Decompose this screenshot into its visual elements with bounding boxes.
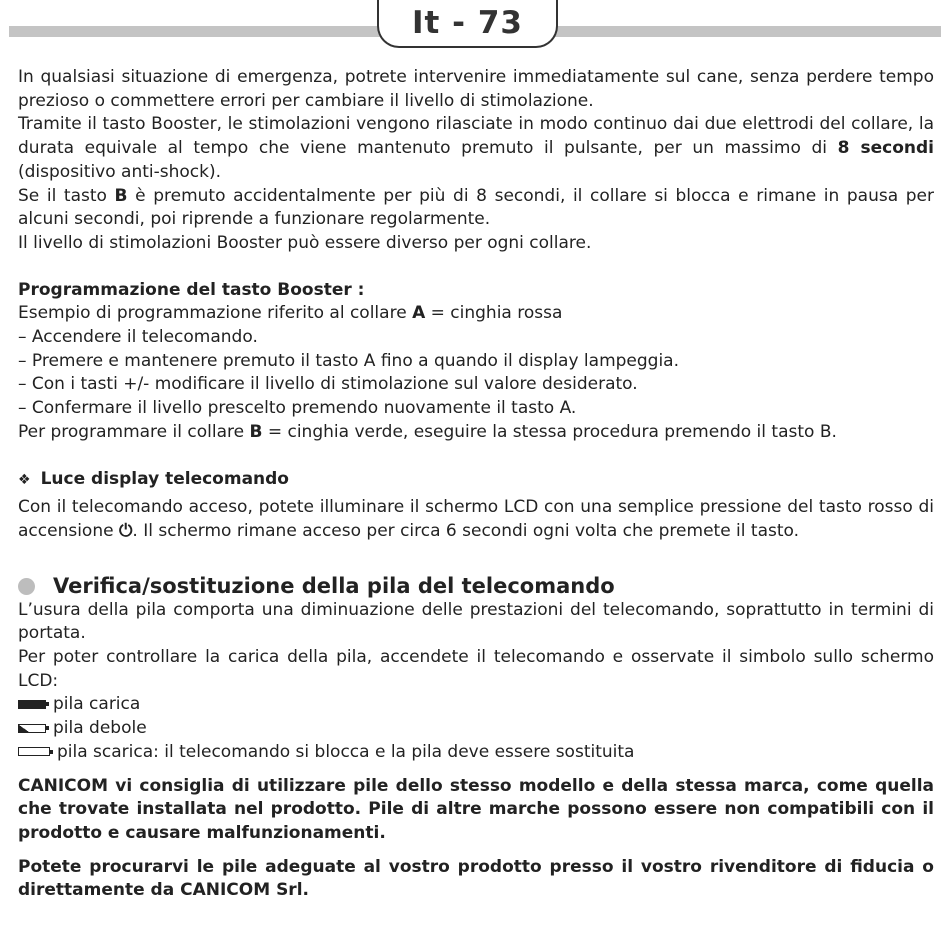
- collar-b-text: = cinghia verde, eseguire la stessa procedura premendo il tasto B.: [262, 421, 837, 442]
- battery-section-title: [18, 574, 934, 599]
- example-text: = cinghia rossa: [425, 303, 563, 324]
- light-text: Con il telecomando acceso, potete illuminare il schermo LCD con una semplice pressione del tasto rosso di accensione: [18, 497, 934, 541]
- booster-step: – Confermare il livello prescelto premendo nuovamente il tasto A.: [18, 398, 577, 419]
- booster-collar-b: [18, 421, 934, 445]
- battery-title-text: Verifica/sostituzione della pila del telecomando: [53, 573, 615, 598]
- intro-paragraph-2: [18, 113, 934, 184]
- intro-text: (dispositivo anti-shock).: [18, 161, 222, 182]
- intro-paragraph-4: Il livello di stimolazioni Booster può essere diverso per ogni collare.: [18, 232, 592, 253]
- intro-text: Tramite il tasto Booster, le stimolazioni vengono rilasciate in modo continuo dai due elettrodi del collare, la durata equivale al tempo che viene mantenuto premuto il pulsante, per un massimo di: [18, 114, 934, 159]
- booster-step: – Premere e mantenere premuto il tasto A fino a quando il display lampeggia.: [18, 350, 679, 371]
- battery-paragraph-1: L’usura della pila comporta una diminuazione delle prestazioni del telecomando, soprattutto in termini di portata.: [18, 599, 934, 644]
- page-content: [18, 66, 934, 903]
- intro-text: è premuto accidentalmente per più di 8 secondi, il collare si blocca e rimane in pausa per alcuni secondi, poi riprende a funzionare regolarmente.: [18, 185, 934, 230]
- battery-state-weak: [18, 717, 934, 741]
- battery-state-label: pila debole: [53, 718, 147, 739]
- booster-step: – Con i tasti +/- modificare il livello di stimolazione sul valore desiderato.: [18, 374, 638, 395]
- diamond-bullet-icon: ❖: [18, 471, 31, 488]
- battery-state-label: pila carica: [53, 694, 141, 715]
- battery-state-empty: [18, 741, 934, 765]
- light-paragraph: [18, 496, 934, 543]
- booster-example: [18, 302, 934, 326]
- collar-a: A: [412, 303, 426, 324]
- max-duration: 8 secondi: [837, 138, 934, 159]
- example-text: Esempio di programmazione riferito al collare: [18, 303, 413, 324]
- light-heading-text: Luce display telecomando: [40, 468, 289, 489]
- collar-b: B: [249, 421, 263, 442]
- battery-weak-icon: [18, 724, 49, 733]
- battery-note-2: Potete procurarvi le pile adeguate al vostro prodotto presso il vostro rivenditore di fiducia o direttamente da CANICOM Srl.: [18, 856, 934, 901]
- battery-note-1: CANICOM vi consiglia di utilizzare pile dello stesso modello e della stessa marca, come quella che trovate installata nel prodotto. Pile di altre marche possono essere non compatibili con il prodotto e causare malfunzionamenti.: [18, 775, 934, 843]
- booster-step: – Accendere il telecomando.: [18, 327, 258, 348]
- light-heading: [18, 468, 934, 493]
- power-icon: ⏻: [118, 520, 133, 541]
- battery-state-full: [18, 693, 934, 717]
- battery-state-label: pila scarica: il telecomando si blocca e la pila deve essere sostituita: [57, 741, 635, 762]
- key-b: B: [114, 185, 128, 206]
- intro-paragraph-3: [18, 185, 934, 232]
- page-label: It - 73: [412, 5, 523, 41]
- intro-paragraph-1: In qualsiasi situazione di emergenza, potrete intervenire immediatamente sul cane, senza perdere tempo prezioso o commettere errori per cambiare il livello di stimolazione.: [18, 67, 934, 111]
- intro-text: Se il tasto: [18, 185, 115, 206]
- section-bullet-icon: [18, 578, 35, 595]
- battery-paragraph-2: Per poter controllare la carica della pila, accendete il telecomando e osservate il simbolo sullo schermo LCD:: [18, 647, 934, 691]
- collar-b-text: Per programmare il collare: [18, 421, 250, 442]
- battery-empty-icon: [18, 747, 53, 756]
- page-number-tab: [377, 0, 558, 48]
- booster-heading: Programmazione del tasto Booster :: [18, 279, 365, 300]
- light-text: . Il schermo rimane acceso per circa 6 secondi ogni volta che premete il tasto.: [132, 520, 800, 541]
- battery-full-icon: [18, 700, 49, 709]
